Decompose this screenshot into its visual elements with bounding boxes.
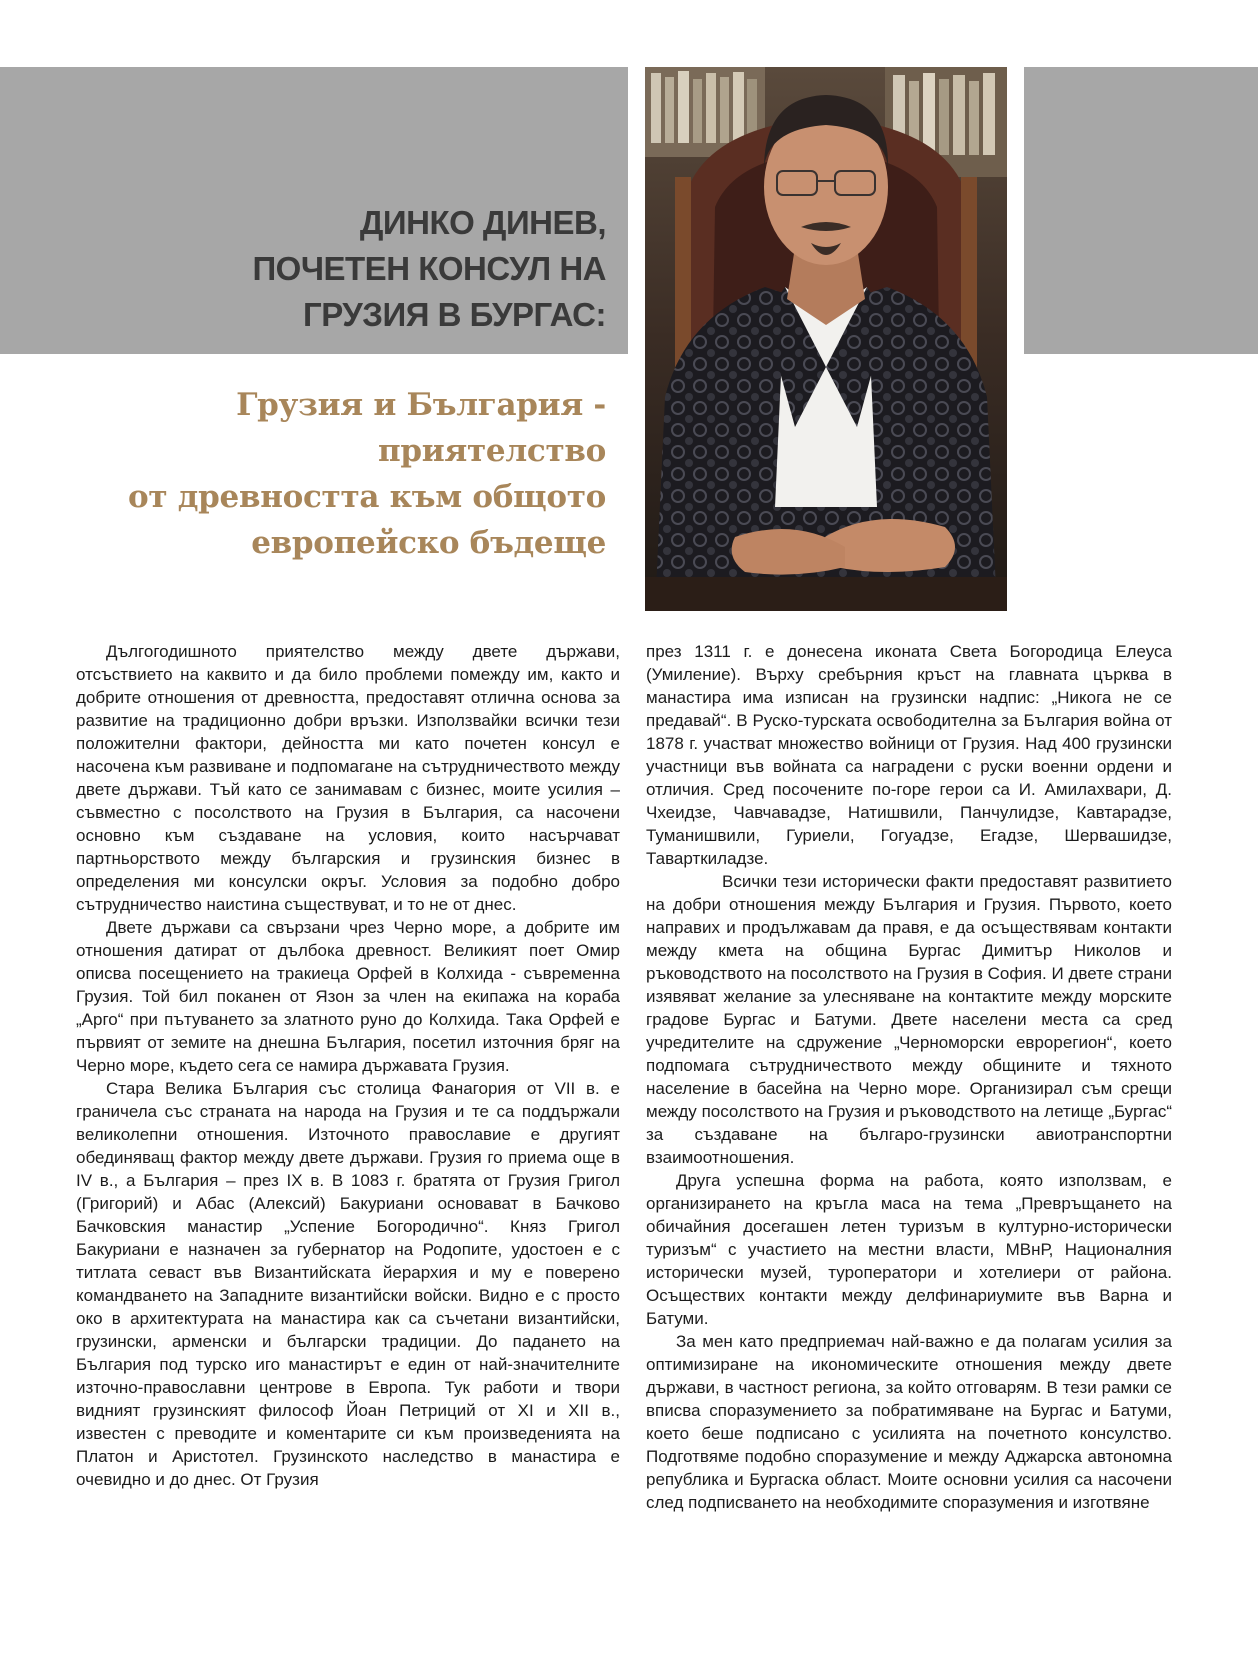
- article-paragraph: Всички тези исторически факти предоставят развитието на добри отношения между България и Грузия. Първото, което направих и продължавам да правя, е да осъществявам контакти между кмета на община Бургас Димитър Николов и ръководството на посолството на Грузия в София. И двете страни изявяват желание за улесняване на контактите между морските градове Бургас и Батуми. Двете населени места са сред учредителите на сдружение „Черноморски еврорегион“, което подпомага сътрудничеството между общините и тяхното население в басейна на Черно море. Организирал съм срещи между посолството на Грузия и ръководството на летище „Бургас“ за създаване на българо-грузински авиотранспортни взаимоотношения.: [646, 872, 1172, 1167]
- article-headline: [30, 200, 606, 338]
- subtitle-line: европейско бъдеще: [251, 525, 606, 561]
- article-paragraph: Двете държави са свързани чрез Черно море, а добрите им отношения датират от дълбока древност. Великият поет Омир описва посещението на тракиеца Орфей в Колхида - съвременна Грузия. Той бил поканен от Язон за член на екипажа на кораба „Арго“ при пътуването за златното руно до Колхида. Така Орфей е първият от земите на днешна България, посетил източния бряг на Черно море, където сега се намира държавата Грузия.: [76, 918, 620, 1075]
- article-paragraph: Стара Велика България със столица Фанагория от VII в. е граничела със страната на народа на Грузия и те са поддържали великолепни отношения. Източното православие е другият обединяващ фактор между двете държави. Грузия го приема още в IV в., а България – през IX в. В 1083 г. братята от Грузия Григол (Григорий) и Абас (Алексий) Бакуриани основават в Бачково Бачковския манастир „Успение Богородично“. Княз Григол Бакуриани е назначен за губернатор на Родопите, удостоен е с титлата севаст във Византийската йерархия и му е поверено командването на Западните византийски войски. Видно е с просто око в архитектурата на манастира как са съчетани византийски, грузински, арменски и български традиции. До падането на България под турско иго манастирът е един от най-значителните източно-православни центрове в Европа. Тук работи и твори видният грузинският философ Йоан Петриций от XI и XII в., известен с преводите и коментарите си към произведенията на Платон и Аристотел. Грузинското наследство в манастира е очевидно и до днес. От Грузия: [76, 1079, 620, 1489]
- article-column-left: [76, 640, 620, 1491]
- article-column-right: [646, 640, 1172, 1514]
- article-paragraph: през 1311 г. е донесена иконата Света Богородица Елеуса (Умиление). Върху сребърния кръст на главната църква в манастира има изписан на грузински надпис: „Никога не се предавай“. В Руско-турската освободителна за България война от 1878 г. участват множество войници от Грузия. Над 400 грузински участници във войната са наградени с руски военни ордени и отличия. Сред посочените по-горе герои са И. Амилахвари, Д. Чхеидзе, Чавчавадзе, Натишвили, Панчулидзе, Кавтарадзе, Туманишвили, Гуриели, Гогуадзе, Егадзе, Шервашидзе, Таварткиладзе.: [646, 642, 1172, 868]
- headline-line: ГРУЗИЯ В БУРГАС:: [303, 296, 606, 333]
- article-subtitle: [30, 382, 606, 566]
- subtitle-line: от древността към общото: [128, 479, 606, 515]
- article-paragraph: Друга успешна форма на работа, която използвам, е организирането на кръгла маса на тема „Превръщането на обичайния досегашен летен туризъм в културно-исторически туризъм“ с участието на местни власти, МВнР, Националния исторически музей, туроператори и хотелиери от района. Осъществих контакти между делфинариумите във Варна и Батуми.: [646, 1171, 1172, 1328]
- headline-line: ПОЧЕТЕН КОНСУЛ НА: [252, 250, 606, 287]
- portrait-photo: [645, 67, 1007, 611]
- portrait-illustration: [645, 67, 1007, 611]
- header-band-right: [1024, 67, 1258, 354]
- subtitle-line: приятелство: [377, 433, 606, 469]
- subtitle-line: Грузия и България -: [236, 387, 606, 423]
- headline-line: ДИНКО ДИНЕВ,: [359, 204, 606, 241]
- article-paragraph: Дългогодишното приятелство между двете държави, отсъствието на каквито и да било проблеми помежду им, както и добрите отношения от древността, предоставят отлична основа за развитие на традиционно добри връзки. Използвайки всички тези положителни фактори, дейността ми като почетен консул е насочена към развиване и подпомагане на сътрудничеството между двете държави. Тъй като се занимавам с бизнес, моите усилия – съвместно с посолството на Грузия в България, са насочени основно към създаване на условия, които насърчават партньорството между българския и грузинския бизнес в определения ми консулски окръг. Условия за подобно добро сътрудничество наистина съществуват, и то не от днес.: [76, 642, 620, 914]
- article-paragraph: За мен като предприемач най-важно е да полагам усилия за оптимизиране на икономическите отношения между двете държави, в частност региона, за който отговарям. В тези рамки се вписва споразумението за побратимяване на Бургас и Батуми, което беше подписано с усилията на почетното консулство. Подготвяме подобно споразумение и между Аджарска автономна република и Бургаска област. Моите основни усилия са насочени след подписването на необходимите споразумения и изготвяне: [646, 1332, 1172, 1512]
